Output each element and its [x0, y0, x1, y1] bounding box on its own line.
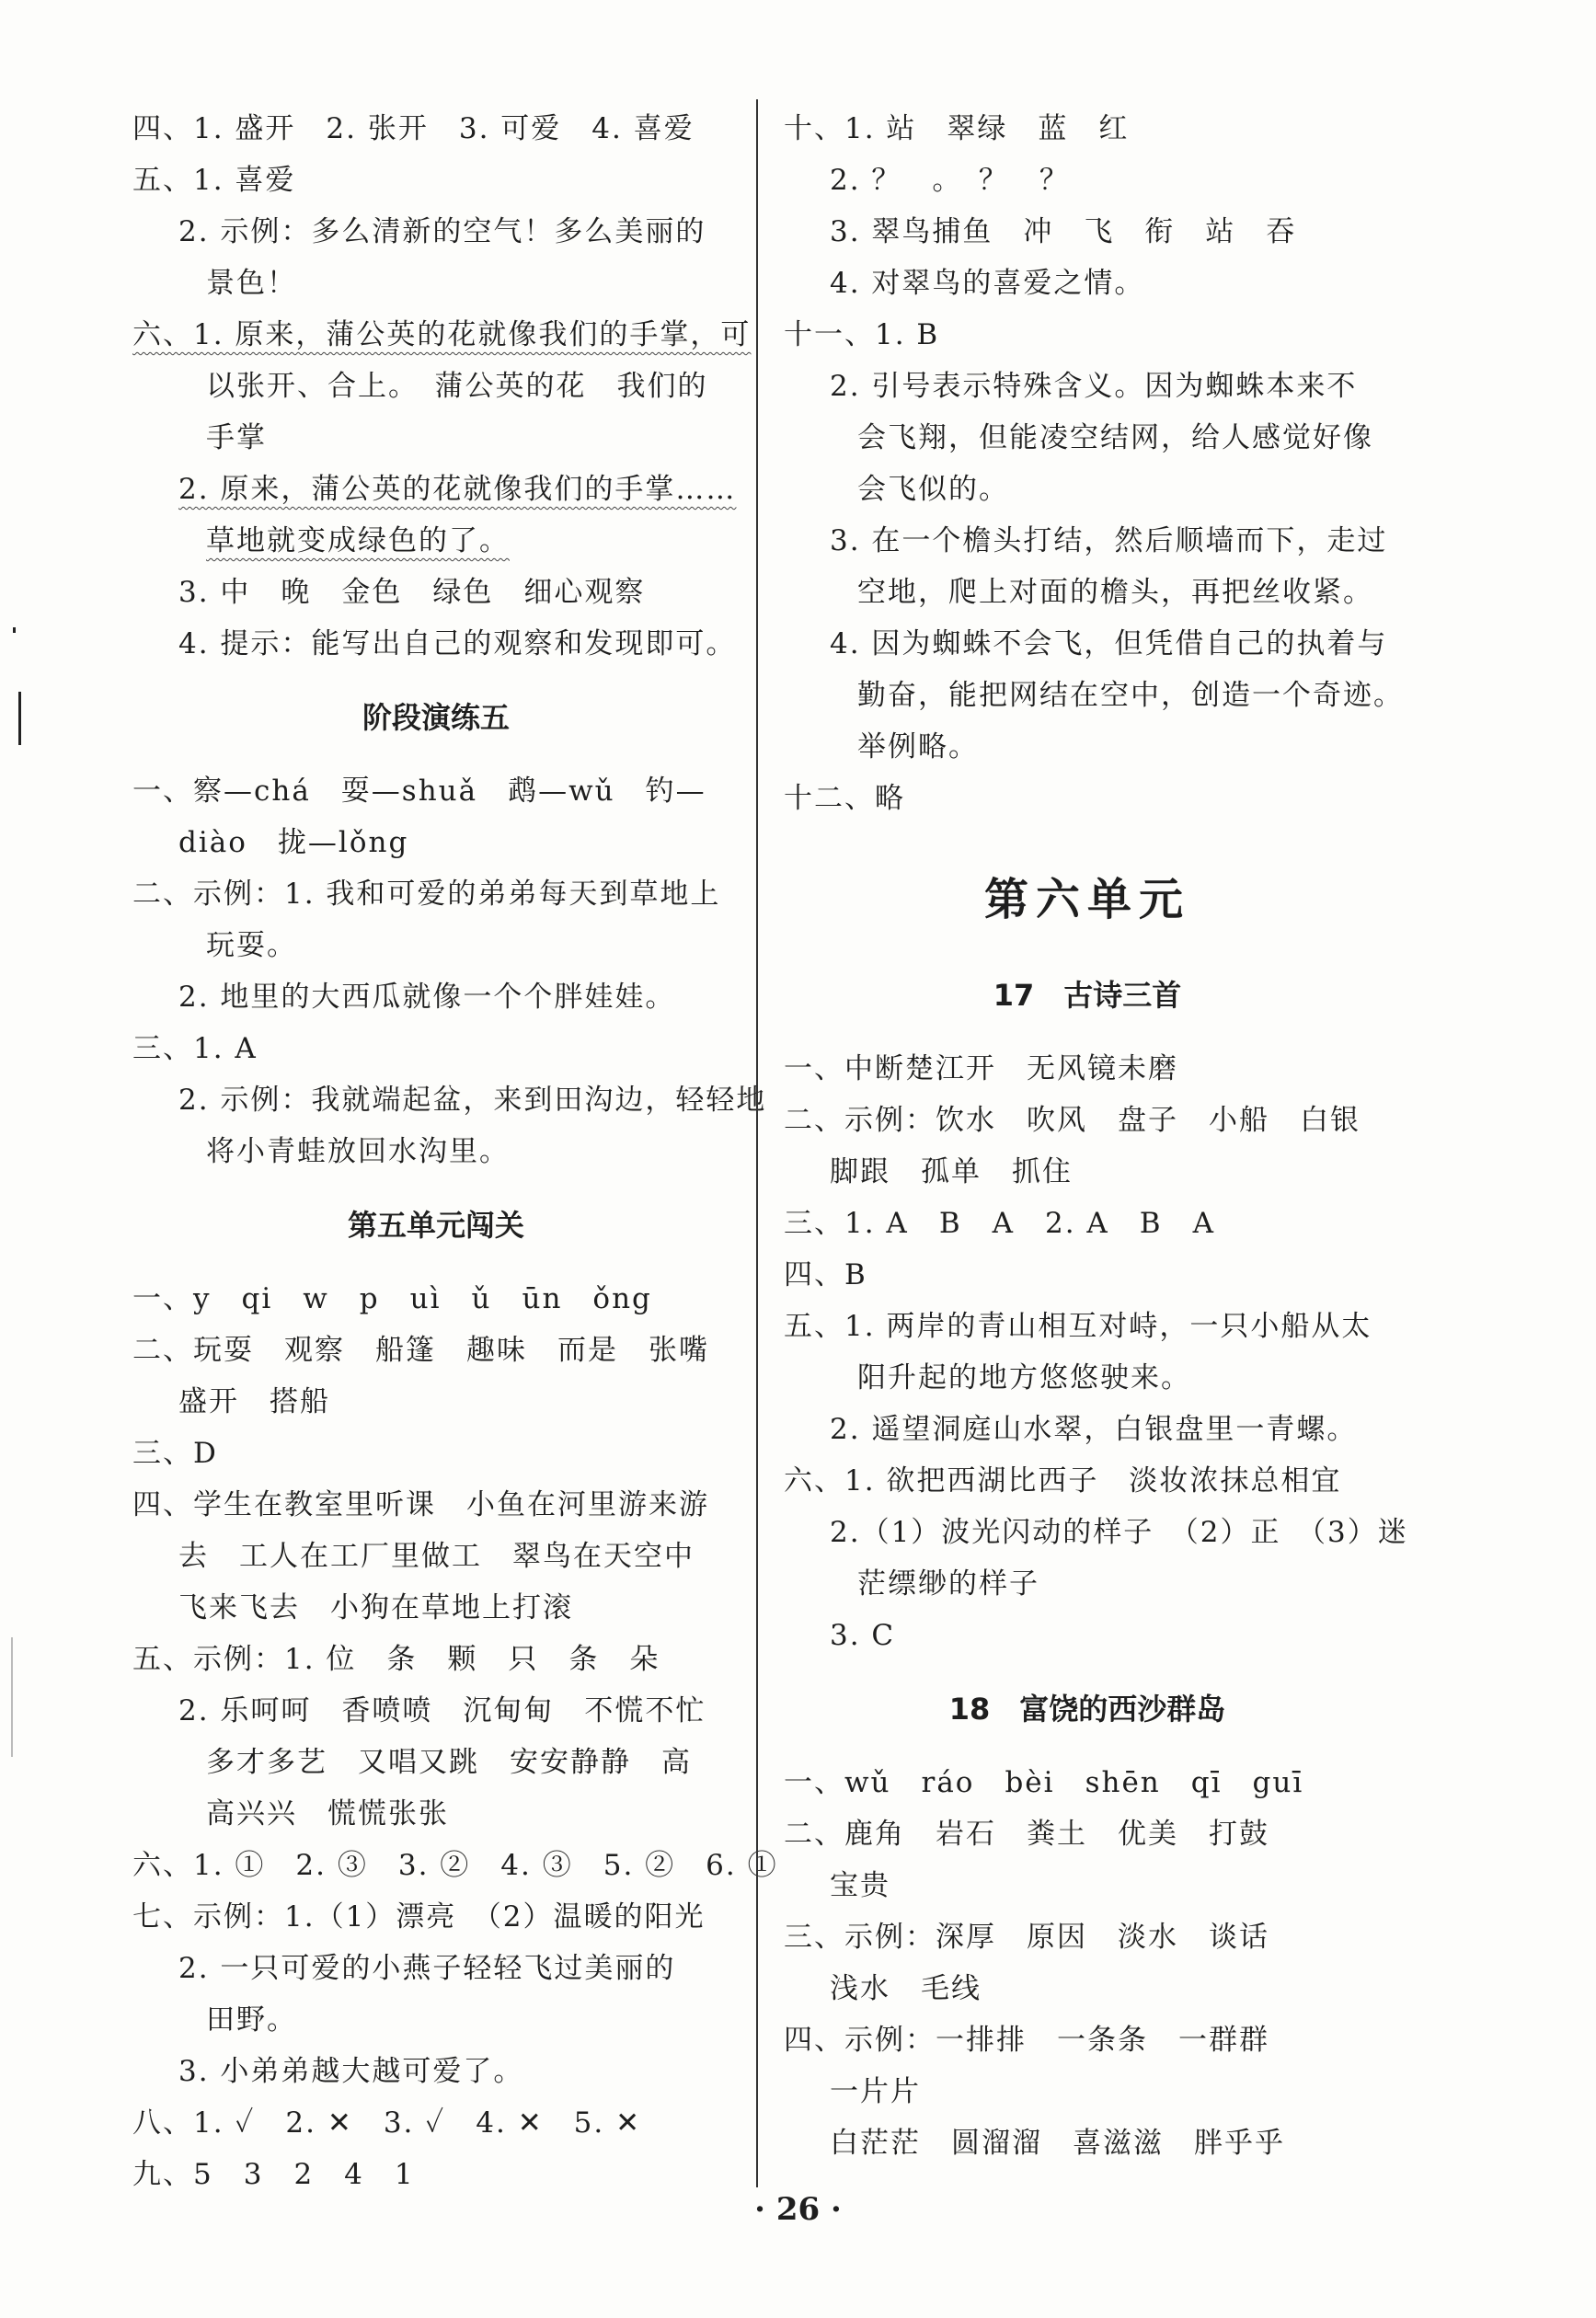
- answer-line: 3. C: [830, 1619, 896, 1652]
- answer-line: 会飞似的。: [857, 473, 1009, 506]
- answer-line: 十一、1. B: [784, 318, 940, 351]
- answer-line: 六、1. 欲把西湖比西子 淡妆浓抹总相宜: [784, 1464, 1342, 1498]
- answer-line: 二、示例：饮水 吹风 盘子 小船 白银: [784, 1104, 1361, 1137]
- answer-line: 一、察—chá 耍—shuǎ 鹉—wǔ 钓—: [132, 775, 706, 808]
- answer-line: 四、学生在教室里听课 小鱼在河里游来游: [132, 1488, 709, 1521]
- answer-line: 一、中断楚江开 无风镜未磨: [784, 1052, 1178, 1085]
- answer-line: 七、示例：1.（1）漂亮 （2）温暖的阳光: [132, 1900, 706, 1934]
- answer-line: 3. 中 晚 金色 绿色 细心观察: [178, 576, 646, 609]
- answer-line: 五、1. 两岸的青山相互对峙，一只小船从太: [784, 1310, 1372, 1343]
- answer-line: 4. 因为蜘蛛不会飞，但凭借自己的执着与: [830, 627, 1388, 660]
- answer-line: 宝贵: [830, 1869, 890, 1902]
- answer-line: 3. 小弟弟越大越可爱了。: [178, 2055, 524, 2088]
- answer-line: 飞来飞去 小狗在草地上打滚: [178, 1591, 573, 1624]
- answer-line: 去 工人在工厂里做工 翠鸟在天空中: [178, 1540, 695, 1573]
- answer-line: 二、鹿角 岩石 粪土 优美 打鼓: [784, 1818, 1269, 1851]
- answer-line: 4. 对翠鸟的喜爱之情。: [830, 267, 1145, 300]
- answer-line: 十、1. 站 翠绿 蓝 红: [784, 112, 1130, 145]
- right-column: [784, 103, 1408, 2169]
- answer-line: 一、wǔ ráo bèi shēn qī guī: [784, 1766, 1304, 1799]
- answer-line: 八、1. ✓ 2. ✕ 3. ✓ 4. ✕ 5. ✕: [132, 2106, 642, 2140]
- scan-mark: [13, 627, 16, 633]
- answer-line: [132, 309, 752, 361]
- answer-line: 2. 引号表示特殊含义。因为蜘蛛本来不: [830, 370, 1358, 403]
- answer-line: 五、示例：1. 位 条 颗 只 条 朵: [132, 1643, 660, 1676]
- answer-line: [132, 515, 740, 567]
- answer-line: 四、1. 盛开 2. 张开 3. 可爱 4. 喜爱: [132, 112, 695, 145]
- answer-line: 五、1. 喜爱: [132, 164, 296, 197]
- answer-line: 脚跟 孤单 抓住: [830, 1155, 1073, 1188]
- answer-line: 2. 地里的大西瓜就像一个个胖娃娃。: [178, 981, 676, 1014]
- underlined-text: 2. 原来，蒲公英的花就像我们的手掌……: [178, 473, 737, 506]
- answer-line: 四、B: [784, 1258, 867, 1291]
- section-heading: 18 富饶的西沙群岛: [948, 1692, 1226, 1727]
- answer-line: diào 拢—lǒng: [178, 826, 409, 859]
- answer-line: 2. ？ 。 ？ ？: [830, 164, 1070, 197]
- answer-line: 将小青蛙放回水沟里。: [206, 1135, 510, 1168]
- answer-line: 举例略。: [857, 730, 979, 763]
- answer-line: 三、D: [132, 1437, 218, 1470]
- answer-line: 四、示例：一排排 一条条 一群群: [784, 2024, 1269, 2057]
- section-heading: 阶段演练五: [362, 700, 510, 735]
- answer-line: 3. 在一个檐头打结，然后顺墙而下，走过: [830, 524, 1388, 557]
- section-heading: 17 古诗三首: [993, 978, 1182, 1013]
- answer-line: 九、5 3 2 4 1: [132, 2158, 415, 2191]
- answer-line: 一、y qi w p uì ǔ ūn ǒng: [132, 1282, 652, 1315]
- column-divider: [756, 99, 758, 2187]
- answer-line: 2. 一只可爱的小燕子轻轻飞过美丽的: [178, 1952, 676, 1985]
- answer-line: 手掌: [206, 421, 267, 454]
- section-heading: 第五单元闯关: [347, 1208, 524, 1243]
- answer-line: 二、示例：1. 我和可爱的弟弟每天到草地上: [132, 878, 721, 911]
- answer-line: 高兴兴 慌慌张张: [206, 1797, 449, 1830]
- answer-line: 4. 提示：能写出自己的观察和发现即可。: [178, 627, 737, 660]
- answer-line: 会飞翔，但能凌空结网，给人感觉好像: [857, 421, 1373, 454]
- page-number: · 26 ·: [754, 2191, 842, 2228]
- answer-line: 以张开、合上。 蒲公英的花 我们的: [206, 370, 708, 403]
- answer-line: 勤奋，能把网结在空中，创造一个奇迹。: [857, 679, 1404, 712]
- answer-line: 3. 翠鸟捕鱼 冲 飞 衔 站 吞: [830, 215, 1297, 248]
- answer-line: 空地，爬上对面的檐头，再把丝收紧。: [857, 576, 1373, 609]
- underlined-text: 六、1. 原来，蒲公英的花就像我们的手掌，可: [132, 318, 752, 351]
- underlined-text: 草地就变成绿色的了。: [206, 524, 510, 557]
- answer-line: 玩耍。: [206, 929, 297, 962]
- answer-line: 2. 乐呵呵 香喷喷 沉甸甸 不慌不忙: [178, 1694, 706, 1727]
- answer-line: 多才多艺 又唱又跳 安安静静 高: [206, 1746, 692, 1779]
- answer-line: 二、玩耍 观察 船篷 趣味 而是 张嘴: [132, 1334, 709, 1367]
- answer-line: 三、1. A: [132, 1032, 258, 1065]
- answer-line: 2. 示例：我就端起盆，来到田沟边，轻轻地: [178, 1084, 767, 1117]
- answer-line: 景色！: [206, 267, 297, 300]
- answer-line: 田野。: [206, 2003, 297, 2037]
- answer-line: 浅水 毛线: [830, 1972, 982, 2005]
- left-column: [132, 103, 778, 2200]
- answer-line: 2. 示例：多么清新的空气！多么美丽的: [178, 215, 706, 248]
- answer-line: 茫缥缈的样子: [857, 1567, 1039, 1601]
- answer-line: 盛开 搭船: [178, 1385, 330, 1418]
- answer-line: 2. 遥望洞庭山水翠，白银盘里一青螺。: [830, 1413, 1358, 1446]
- scan-mark: [11, 1637, 13, 1757]
- answer-line: [132, 464, 740, 515]
- answer-line: 三、示例：深厚 原因 淡水 谈话: [784, 1921, 1269, 1954]
- answer-line: 阳升起的地方悠悠驶来。: [857, 1361, 1191, 1394]
- scan-mark: [18, 692, 21, 745]
- answer-line: 三、1. A B A 2. A B A: [784, 1207, 1215, 1240]
- answer-line: 白茫茫 圆溜溜 喜滋滋 胖乎乎: [830, 2127, 1285, 2160]
- answer-line: 2.（1）波光闪动的样子 （2）正 （3）迷: [830, 1516, 1408, 1549]
- answer-line: 一片片: [830, 2075, 921, 2108]
- unit-title: 第六单元: [983, 874, 1190, 925]
- answer-line: 十二、略: [784, 782, 905, 815]
- answer-line: 六、1. ① 2. ③ 3. ② 4. ③ 5. ② 6. ①: [132, 1849, 778, 1882]
